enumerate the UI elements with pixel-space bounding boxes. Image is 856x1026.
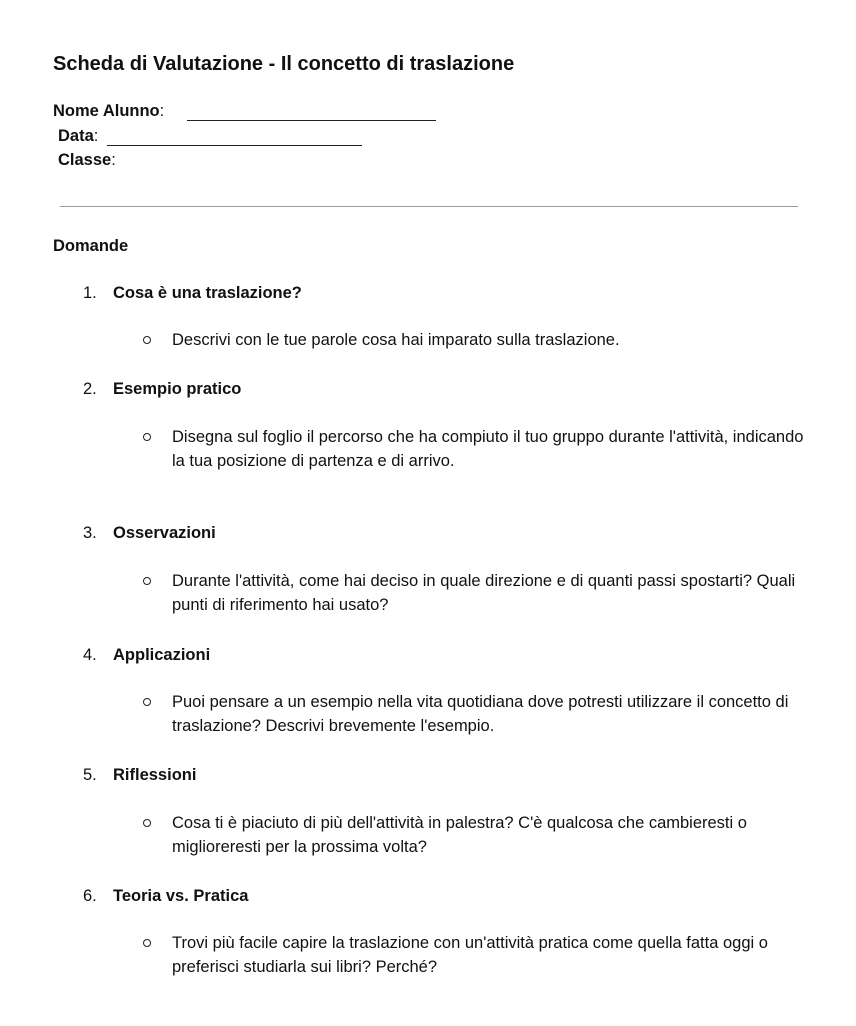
section-heading: Domande (53, 237, 129, 255)
question-5-text: Cosa ti è piaciuto di più dell'attività in palestra? C'è qualcosa che cambieresti o miglioreresti per la prossima volta? (172, 814, 747, 856)
question-6-title: Teoria vs. Pratica (113, 887, 249, 905)
name-field (53, 102, 164, 121)
hollow-bullet-icon (143, 939, 151, 947)
question-1-text: Descrivi con le tue parole cosa hai imparato sulla traslazione. (172, 331, 620, 349)
name-blank-line[interactable] (187, 120, 436, 121)
hollow-bullet-icon (143, 433, 151, 441)
question-4-text: Puoi pensare a un esempio nella vita quotidiana dove potresti utilizzare il concetto di traslazione? Descrivi brevemente l'esempio. (172, 693, 789, 735)
class-label: Classe (58, 151, 112, 169)
question-4-number: 4. (83, 646, 97, 664)
question-2-title: Esempio pratico (113, 380, 242, 398)
document-title: Scheda di Valutazione - Il concetto di traslazione (53, 53, 515, 75)
name-label: Nome Alunno (53, 102, 160, 120)
question-3-title: Osservazioni (113, 524, 216, 542)
horizontal-divider (60, 206, 798, 207)
question-1-title: Cosa è una traslazione? (113, 284, 302, 302)
question-1-number: 1. (83, 284, 97, 302)
class-field (58, 151, 116, 170)
question-2-text: Disegna sul foglio il percorso che ha compiuto il tuo gruppo durante l'attività, indicando la tua posizione di partenza e di arrivo. (172, 428, 804, 470)
question-5-title: Riflessioni (113, 766, 197, 784)
hollow-bullet-icon (143, 336, 151, 344)
question-3-number: 3. (83, 524, 97, 542)
class-colon: : (111, 151, 116, 169)
question-2-number: 2. (83, 380, 97, 398)
question-5-number: 5. (83, 766, 97, 784)
question-4-title: Applicazioni (113, 646, 211, 664)
date-blank-line[interactable] (107, 145, 362, 146)
date-colon: : (93, 127, 99, 145)
hollow-bullet-icon (143, 698, 151, 706)
hollow-bullet-icon (143, 577, 151, 585)
hollow-bullet-icon (143, 819, 151, 827)
date-field (58, 127, 98, 146)
name-colon: : (159, 102, 165, 120)
date-label: Data (58, 127, 94, 145)
question-6-text: Trovi più facile capire la traslazione con un'attività pratica come quella fatta oggi o preferisci studiarla sui libri? Perché? (172, 934, 768, 976)
question-3-text: Durante l'attività, come hai deciso in quale direzione e di quanti passi spostarti? Quali punti di riferimento hai usato? (172, 572, 796, 614)
question-6-number: 6. (83, 887, 97, 905)
